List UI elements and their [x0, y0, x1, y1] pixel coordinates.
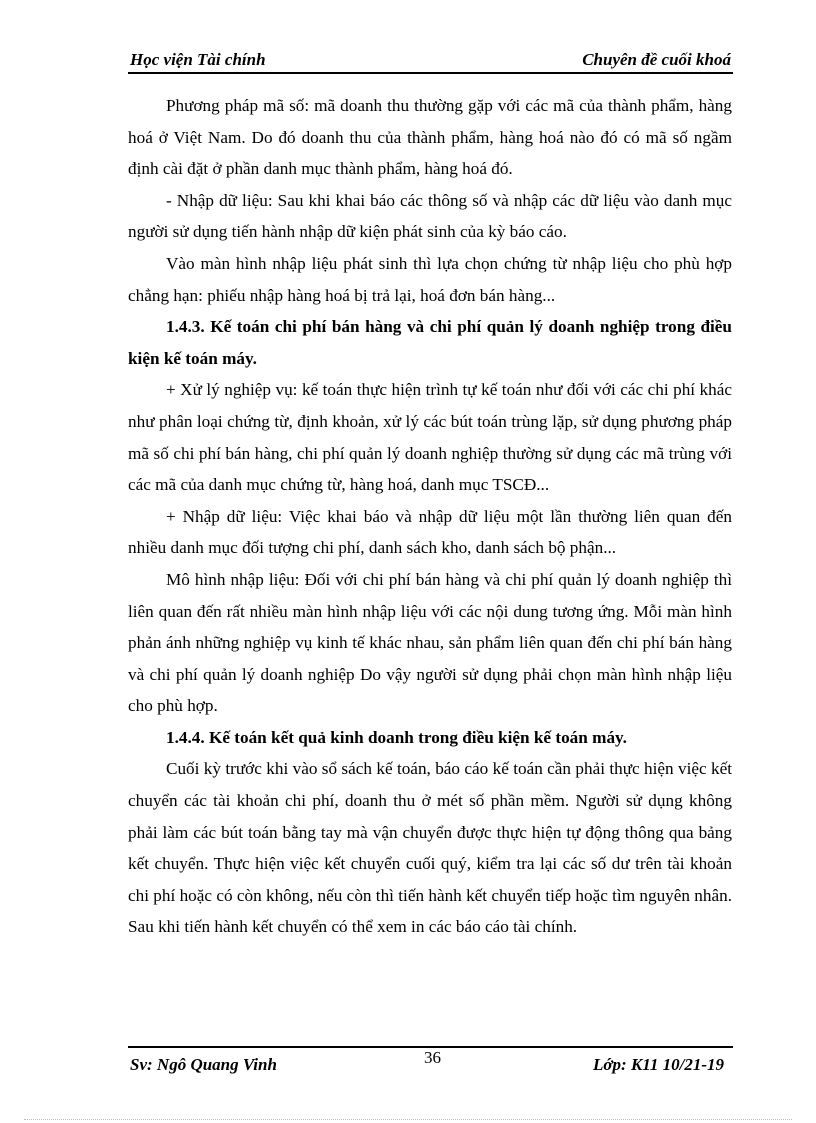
header-document-type: Chuyên đề cuối khoá [582, 50, 731, 69]
section-heading-1-4-3: 1.4.3. Kế toán chi phí bán hàng và chi phí quản lý doanh nghiệp trong điều kiện kế toán máy. [128, 317, 732, 368]
paragraph: - Nhập dữ liệu: Sau khi khai báo các thông số và nhập các dữ liệu vào danh mục người sử dụng tiến hành nhập dữ kiện phát sinh của kỳ báo cáo. [128, 190, 732, 242]
page-header [128, 46, 733, 74]
paragraph: Phương pháp mã số: mã doanh thu thường gặp với các mã của thành phẩm, hàng hoá ở Việt Nam. Do đó doanh thu của thành phẩm, hàng hoá nào đó có mã số ngầm định cài đặt ở phần danh mục thành phẩm, hàng hoá đó. [128, 96, 732, 179]
paragraph: + Nhập dữ liệu: Việc khai báo và nhập dữ liệu một lần thường liên quan đến nhiều danh mục đối tượng chi phí, danh sách kho, danh sách bộ phận... [128, 506, 732, 558]
paragraph: Mô hình nhập liệu: Đối với chi phí bán hàng và chi phí quản lý doanh nghiệp thì liên quan đến rất nhiều màn hình nhập liệu với các nội dung tương ứng. Mỗi màn hình phản ánh những nghiệp vụ kinh tế khác nhau, sản phẩm liên quan đến chi phí bán hàng và chi phí quản lý doanh nghiệp Do vậy người sử dụng phải chọn màn hình nhập liệu cho phù hợp. [128, 569, 732, 716]
paragraph: + Xử lý nghiệp vụ: kế toán thực hiện trình tự kế toán như đối với các chi phí khác như phân loại chứng từ, định khoản, xử lý các bút toán trùng lặp, sử dụng phương pháp mã số chi phí bán hàng, chi phí quản lý doanh nghiệp thường sử dụng các mã trùng với các mã của danh mục chứng từ, hàng hoá, danh mục TSCĐ... [128, 380, 732, 495]
page-bottom-divider [24, 1119, 792, 1120]
paragraph: Cuối kỳ trước khi vào sổ sách kế toán, báo cáo kế toán cần phải thực hiện việc kết chuyển các tài khoản chi phí, doanh thu ở mét số phần mềm. Người sử dụng không phải làm các bút toán bằng tay mà vận chuyển được thực hiện tự động thông qua bảng kết chuyển. Thực hiện việc kết chuyển cuối quý, kiểm tra lại các số dư trên tài khoản chi phí hoặc có còn không, nếu còn thì tiến hành kết chuyển tiếp hoặc tìm nguyên nhân. Sau khi tiến hành kết chuyển có thể xem in các báo cáo tài chính. [128, 759, 732, 937]
page-number: 36 [424, 1048, 441, 1067]
footer-class: Lớp: K11 10/21-19 [593, 1055, 724, 1074]
footer-student: Sv: Ngô Quang Vinh [130, 1055, 277, 1074]
paragraph: Vào màn hình nhập liệu phát sinh thì lựa chọn chứng từ nhập liệu cho phù hợp chẳng hạn: phiếu nhập hàng hoá bị trả lại, hoá đơn bán hàng... [128, 253, 732, 305]
document-body [128, 90, 732, 943]
section-heading-1-4-4: 1.4.4. Kế toán kết quả kinh doanh trong điều kiện kế toán máy. [166, 727, 627, 747]
header-school: Học viện Tài chính [130, 50, 266, 69]
